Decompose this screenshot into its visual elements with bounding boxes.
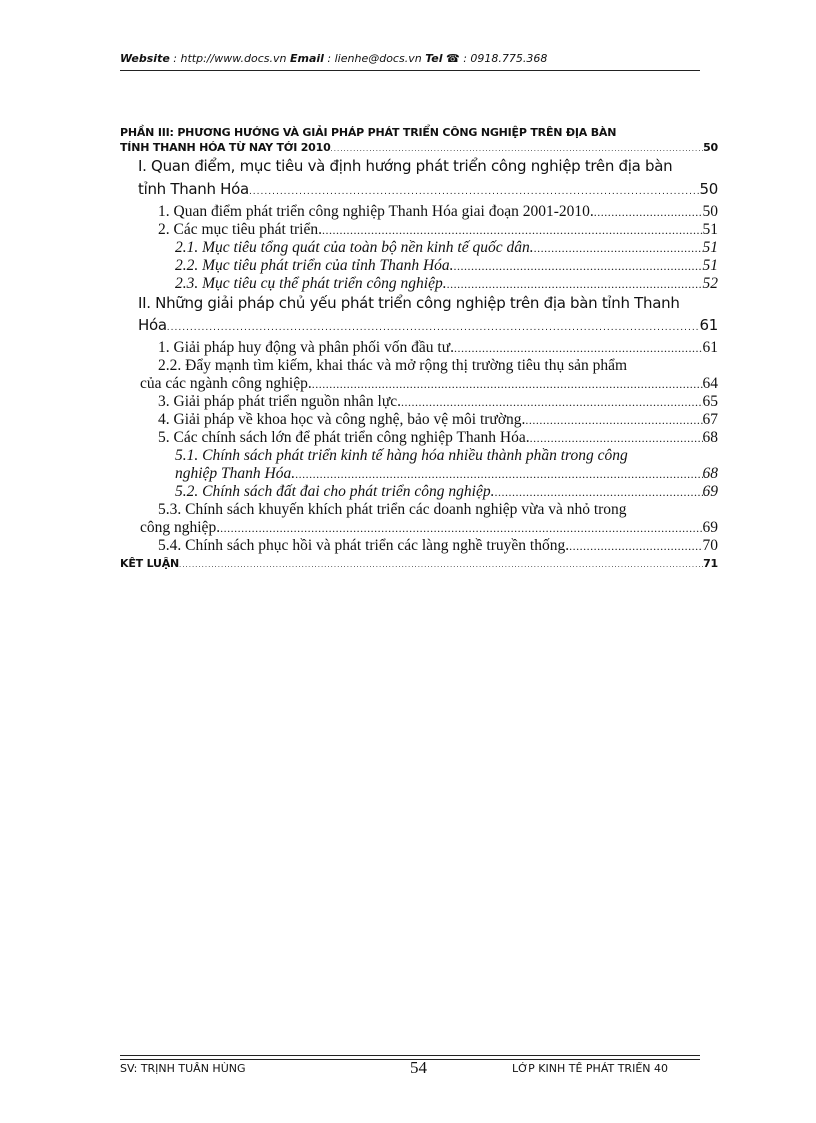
toc-entry [158,429,718,449]
toc-page-number: 69 [702,483,718,500]
dot-leader [525,413,702,428]
toc-entry-text: TỈNH THANH HÓA TỪ NAY TỚI 2010 [120,141,331,154]
toc-entry: 5.1. Chính sách phát triển kinh tế hàng hóa nhiều thành phần trong công [175,447,628,464]
toc-page-number: 68 [702,429,718,446]
toc-entry [158,339,718,359]
toc-entry-section-1-cont [138,180,718,202]
toc-page-number: 71 [703,557,718,570]
email-value: : lienhe@docs.vn [323,52,426,65]
toc-entry-text: 5.2. Chính sách đất đai cho phát triển công nghiệp. [175,483,495,500]
toc-entry-part-3: PHẦN III: PHƯƠNG HƯỚNG VÀ GIẢI PHÁP PHÁT TRIỂN CÔNG NGHIỆP TRÊN ĐỊA BÀN [120,126,617,139]
toc-entry [158,221,718,241]
toc-entry [158,393,718,413]
toc-entry [175,275,718,295]
toc-entry-part-3-cont [120,141,718,156]
toc-entry-cont [140,519,718,539]
toc-entry-text: nghiệp Thanh Hóa. [175,465,296,482]
dot-leader [454,341,703,356]
toc-entry-section-2-cont [138,316,718,338]
dot-leader [295,467,702,482]
toc-page-number: 64 [702,375,718,392]
website-value: : http://www.docs.vn [169,52,290,65]
footer-class: LỚP KINH TẾ PHÁT TRIỂN 40 [512,1062,668,1075]
footer-page-number: 54 [410,1058,427,1077]
tel-value: ☎ : 0918.775.368 [442,52,548,65]
toc-page-number: 68 [702,465,718,482]
toc-page-number: 50 [703,141,718,154]
dot-leader [312,377,703,392]
toc-entry-text: 5.4. Chính sách phục hồi và phát triển các làng nghề truyền thống. [158,537,570,554]
toc-entry-text: 5. Các chính sách lớn để phát triển công nghiệp Thanh Hóa. [158,429,530,446]
toc-entry-cont [140,375,718,395]
dot-leader [249,187,700,197]
website-label: Website [120,52,170,65]
dot-leader [322,223,703,238]
toc-entry: 5.3. Chính sách khuyến khích phát triển các doanh nghiệp vừa và nhỏ trong [158,501,627,518]
footer-author: SV: TRỊNH TUẤN HÙNG [120,1062,246,1075]
dot-leader [447,277,703,292]
dot-leader [494,485,702,500]
toc-page-number: 61 [699,316,718,334]
toc-entry [175,483,718,503]
toc-page-number: 51 [702,221,718,238]
toc-page-number: 50 [702,203,718,220]
dot-leader [530,431,703,446]
toc-page-number: 67 [702,411,718,428]
toc-entry-text: 1. Quan điểm phát triển công nghiệp Thanh Hóa giai đoạn 2001-2010. [158,203,594,220]
tel-label: Tel [425,52,443,65]
toc-page-number: 50 [699,180,718,198]
dot-leader [179,561,703,569]
toc-entry-text: tỉnh Thanh Hóa [138,180,249,198]
toc-entry-text: của các ngành công nghiệp. [140,375,312,392]
toc-entry [158,203,718,223]
toc-entry-text: KẾT LUẬN [120,557,180,570]
footer-rule [120,1055,700,1056]
toc-page-number: 65 [702,393,718,410]
dot-leader [534,241,703,256]
toc-entry-text: 2.1. Mục tiêu tổng quát của toàn bộ nền kinh tế quốc dân. [175,239,534,256]
toc-entry-text: Hóa [138,316,167,334]
toc-entry-cont [175,465,718,485]
toc-entry [158,537,718,557]
toc-entry-text: 4. Giải pháp về khoa học và công nghệ, bảo vệ môi trường. [158,411,526,428]
dot-leader [594,205,703,220]
toc-entry [175,239,718,259]
dot-leader [220,521,702,536]
toc-entry-text: 2.2. Mục tiêu phát triển của tỉnh Thanh Hóa. [175,257,454,274]
page-header [120,52,700,70]
email-label: Email [289,52,324,65]
toc-entry-section-1: I. Quan điểm, mục tiêu và định hướng phát triển công nghiệp trên địa bàn [138,157,673,175]
toc-entry-text: 1. Giải pháp huy động và phân phối vốn đầu tư. [158,339,454,356]
toc-page-number: 52 [702,275,718,292]
toc-entry-conclusion [120,557,718,572]
toc-entry-text: 2.3. Mục tiêu cụ thể phát triển công nghiệp. [175,275,447,292]
dot-leader [454,259,703,274]
dot-leader [167,323,700,333]
toc-page-number: 51 [702,257,718,274]
toc-entry [175,257,718,277]
dot-leader [331,145,704,153]
toc-entry [158,411,718,431]
header-rule [120,70,700,71]
toc-page-number: 61 [702,339,718,356]
toc-page-number: 69 [702,519,718,536]
dot-leader [401,395,703,410]
toc-page-number: 51 [702,239,718,256]
toc-entry-text: 3. Giải pháp phát triển nguồn nhân lực. [158,393,401,410]
toc-entry-text: 2. Các mục tiêu phát triển. [158,221,322,238]
toc-entry-text: công nghiệp. [140,519,221,536]
dot-leader [569,539,702,554]
toc-entry-section-2: II. Những giải pháp chủ yếu phát triển công nghiệp trên địa bàn tỉnh Thanh [138,294,680,312]
toc-entry: 2.2. Đẩy mạnh tìm kiếm, khai thác và mở rộng thị trường tiêu thụ sản phẩm [158,357,628,374]
toc-page-number: 70 [702,537,718,554]
